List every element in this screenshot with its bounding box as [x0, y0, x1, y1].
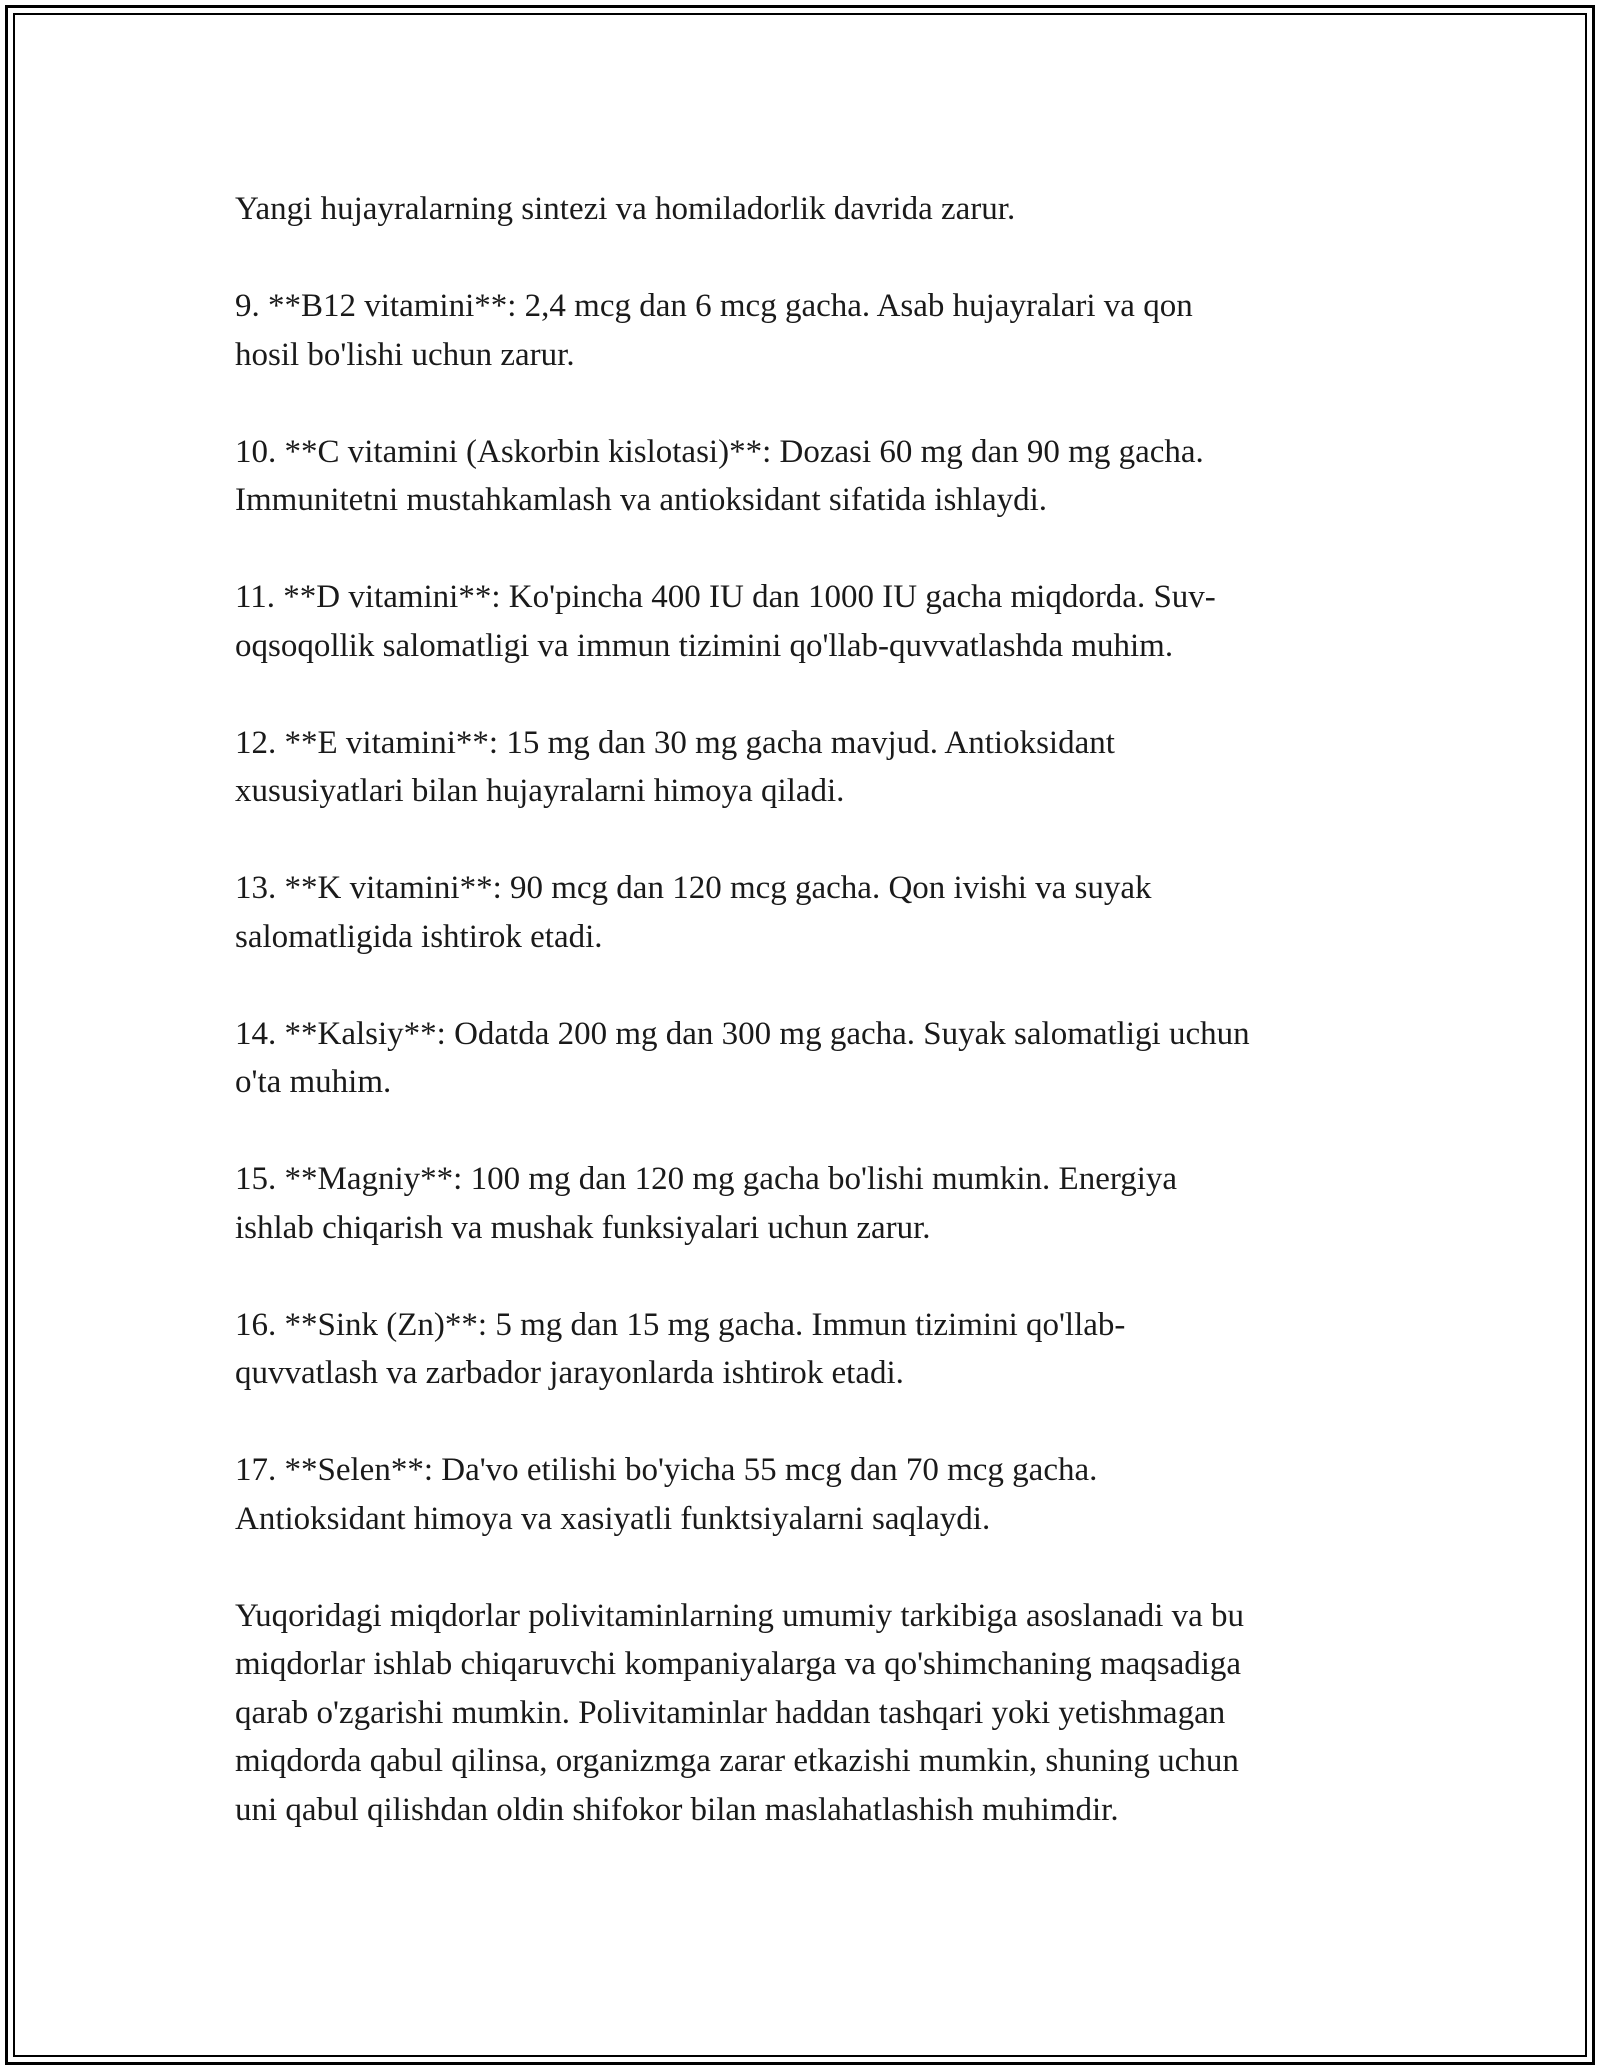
conclusion-line: miqdorda qabul qilinsa, organizmga zarar etkazishi mumkin, shuning uchun: [235, 1743, 1239, 1779]
list-item-line: quvvatlash va zarbador jarayonlarda ishtirok etadi.: [235, 1355, 904, 1391]
list-item-line: 9. **B12 vitamini**: 2,4 mcg dan 6 mcg gacha. Asab hujayralari va qon: [235, 288, 1193, 324]
list-item-sink: [235, 1301, 1385, 1398]
list-item-vitamin-k: [235, 864, 1385, 961]
list-item-vitamin-d: [235, 573, 1385, 670]
list-item-line: Immunitetni mustahkamlash va antioksidant sifatida ishlaydi.: [235, 482, 1048, 518]
list-item-b12: [235, 282, 1385, 379]
list-item-line: 13. **K vitamini**: 90 mcg dan 120 mcg gacha. Qon ivishi va suyak: [235, 870, 1152, 906]
list-item-kalsiy: [235, 1010, 1385, 1107]
conclusion-line: uni qabul qilishdan oldin shifokor bilan maslahatlashish muhimdir.: [235, 1791, 1119, 1828]
list-item-line: Antioksidant himoya va xasiyatli funktsiyalarni saqlaydi.: [235, 1500, 991, 1537]
conclusion-paragraph: [235, 1592, 1385, 1835]
list-item-line: oqsoqollik salomatligi va immun tizimini qo'llab-quvvatlashda muhim.: [235, 627, 1174, 664]
list-item-vitamin-e: [235, 719, 1385, 816]
list-item-line: 12. **E vitamini**: 15 mg dan 30 mg gacha mavjud. Antioksidant: [235, 724, 1115, 761]
document-body: [235, 185, 1385, 1883]
list-item-selen: [235, 1446, 1385, 1543]
conclusion-line: miqdorlar ishlab chiqaruvchi kompaniyalarga va qo'shimchaning maqsadiga: [235, 1646, 1242, 1682]
list-item-line: xususiyatlari bilan hujayralarni himoya qiladi.: [235, 773, 845, 809]
list-item-line: 15. **Magniy**: 100 mg dan 120 mg gacha bo'lishi mumkin. Energiya: [235, 1161, 1178, 1197]
list-item-line: o'ta muhim.: [235, 1064, 392, 1100]
list-item-line: 10. **C vitamini (Askorbin kislotasi)**: Dozasi 60 mg dan 90 mg gacha.: [235, 433, 1204, 470]
list-item-line: 14. **Kalsiy**: Odatda 200 mg dan 300 mg gacha. Suyak salomatligi uchun: [235, 1015, 1250, 1052]
conclusion-line: Yuqoridagi miqdorlar polivitaminlarning umumiy tarkibiga asoslanadi va bu: [235, 1597, 1245, 1634]
list-item-line: hosil bo'lishi uchun zarur.: [235, 336, 575, 373]
conclusion-line: qarab o'zgarishi mumkin. Polivitaminlar haddan tashqari yoki yetishmagan: [235, 1694, 1226, 1731]
list-item-line: 17. **Selen**: Da'vo etilishi bo'yicha 55 mcg dan 70 mcg gacha.: [235, 1452, 1098, 1488]
list-item-magniy: [235, 1155, 1385, 1252]
list-item-line: 11. **D vitamini**: Ko'pincha 400 IU dan 1000 IU gacha miqdorda. Suv-: [235, 579, 1216, 615]
list-item-line: ishlab chiqarish va mushak funksiyalari uchun zarur.: [235, 1209, 931, 1246]
list-item-line: 16. **Sink (Zn)**: 5 mg dan 15 mg gacha. Immun tizimini qo'llab-: [235, 1306, 1126, 1343]
intro-paragraph: Yangi hujayralarning sintezi va homiladorlik davrida zarur.: [235, 191, 1016, 227]
list-item-line: salomatligida ishtirok etadi.: [235, 918, 603, 955]
list-item-vitamin-c: [235, 428, 1385, 525]
